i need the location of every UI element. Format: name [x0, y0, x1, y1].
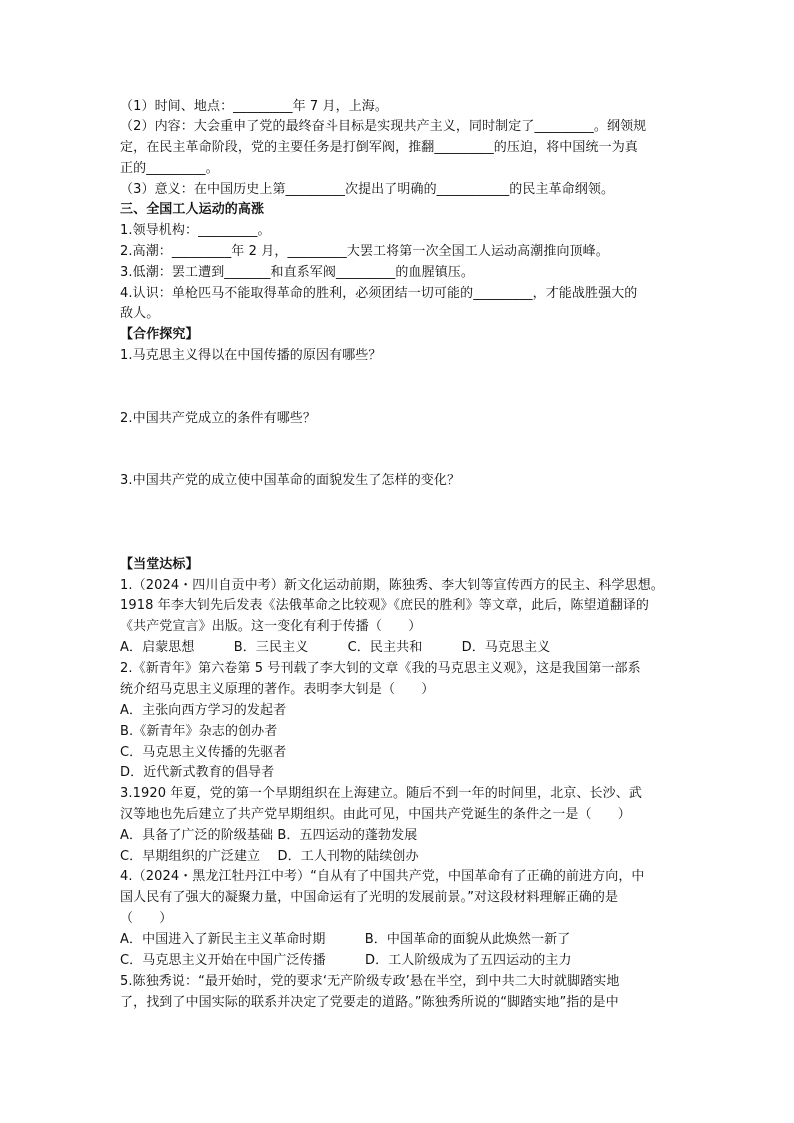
text-line: 统介绍马克思主义原理的著作。表明李大钊是（ ）	[120, 682, 435, 697]
answer-options: A．启蒙思想 B．三民主义 C．民主共和 D．马克思主义	[120, 640, 551, 655]
text-line: 敌人。	[120, 306, 160, 321]
section-heading: 三、全国工人运动的高涨	[120, 202, 265, 217]
text-line: 1.领导机构：_________。	[120, 223, 271, 238]
answer-option: B.《新青年》杂志的创办者	[120, 724, 278, 739]
text-line: 1.（2024・四川自贡中考）新文化运动前期，陈独秀、李大钊等宣传西方的民主、科学思想。	[120, 578, 664, 593]
text-line: 2.《新青年》第六卷第 5 号刊载了李大钊的文章《我的马克思主义观》，这是我国第一部系	[120, 661, 641, 676]
section-heading: 【当堂达标】	[120, 557, 199, 572]
text-line: 3.1920 年夏，党的第一个早期组织在上海建立。随后不到一年的时间里，北京、长沙、武	[120, 786, 642, 801]
answer-options: C．早期组织的广泛建立 D．工人刊物的陆续创办	[120, 849, 419, 864]
text-line: 汉等地也先后建立了共产党早期组织。由此可见，中国共产党诞生的条件之一是（ ）	[120, 807, 631, 822]
question: 1.马克思主义得以在中国传播的原因有哪些？	[120, 348, 382, 363]
answer-option: D．近代新式教育的倡导者	[120, 765, 275, 780]
text-line: 4.（2024・黑龙江牡丹江中考）“自从有了中国共产党，中国革命有了正确的前进方向，中	[120, 869, 645, 884]
text-line: 定，在民主革命阶段，党的主要任务是打倒军阀，推翻_________的压迫，将中国统一为真	[120, 140, 638, 155]
text-line: 国人民有了强大的凝聚力量，中国命运有了光明的发展前景。”对这段材料理解正确的是	[120, 890, 619, 905]
text-line: （1）时间、地点：_________年 7 月，上海。	[120, 99, 389, 114]
text-line: 正的_________。	[120, 161, 219, 176]
answer-options: A．中国进入了新民主主义革命时期 B．中国革命的面貌从此焕然一新了	[120, 932, 571, 947]
question: 3.中国共产党的成立使中国革命的面貌发生了怎样的变化？	[120, 473, 461, 488]
text-line: （ ）	[120, 911, 173, 926]
text-line: 1918 年李大钊先后发表《法俄革命之比较观》《庶民的胜利》等文章，此后，陈望道翻译的	[120, 598, 650, 613]
text-line: 5.陈独秀说：“最开始时，党的要求‘无产阶级专政’悬在半空，到中共二大时就脚踏实地	[120, 974, 620, 989]
text-line: （2）内容：大会重申了党的最终奋斗目标是实现共产主义，同时制定了_________。纲领规	[120, 119, 647, 134]
question: 2.中国共产党成立的条件有哪些？	[120, 411, 317, 426]
answer-option: C．马克思主义传播的先驱者	[120, 745, 287, 760]
answer-options: A．具备了广泛的阶级基础 B．五四运动的蓬勃发展	[120, 828, 418, 843]
text-line: （3）意义：在中国历史上第_________次提出了明确的___________的民主革命纲领。	[120, 182, 615, 197]
section-heading: 【合作探究】	[120, 327, 199, 342]
answer-option: A．主张向西方学习的发起者	[120, 703, 287, 718]
answer-options: C．马克思主义开始在中国广泛传播 D．工人阶级成为了五四运动的主力	[120, 953, 572, 968]
text-line: 3.低潮：罢工遭到_______和直系军阀_________的血腥镇压。	[120, 265, 475, 280]
text-line: 4.认识：单枪匹马不能取得革命的胜利，必须团结一切可能的_________，才能战胜强大的	[120, 286, 638, 301]
text-line: 了，找到了中国实际的联系并决定了党要走的道路。”陈独秀所说的“脚踏实地”指的是中	[120, 995, 619, 1010]
text-line: 2.高潮：_________年 2 月，_________大罢工将第一次全国工人运动高潮推向顶峰。	[120, 244, 609, 259]
text-line: 《共产党宣言》出版。这一变化有利于传播（ ）	[120, 619, 422, 634]
